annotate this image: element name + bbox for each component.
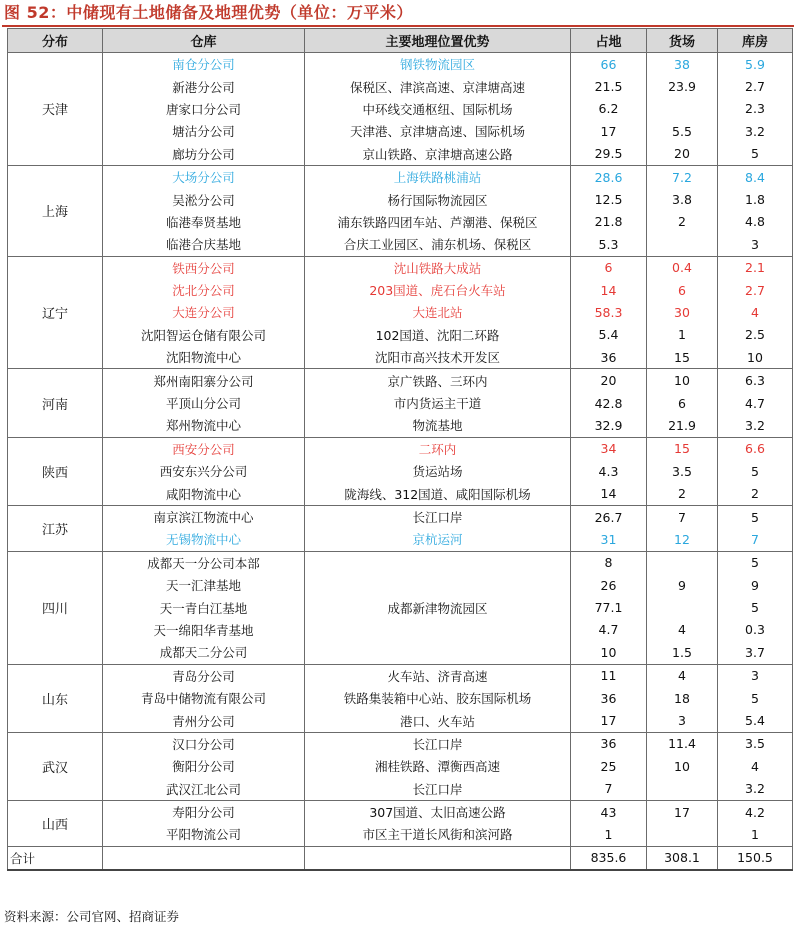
table-row bbox=[8, 687, 793, 709]
table-row bbox=[8, 392, 793, 414]
yard-cell: 3.8 bbox=[647, 188, 718, 210]
table-row bbox=[8, 482, 793, 505]
warehouse-cell: 青岛中储物流有限公司 bbox=[103, 687, 305, 709]
land-cell: 14 bbox=[571, 482, 647, 505]
yard-cell: 9 bbox=[647, 574, 718, 596]
source-note: 资料来源：公司官网、招商证券 bbox=[4, 909, 180, 924]
warehouse-cell: 沈阳物流中心 bbox=[103, 346, 305, 369]
warehouse-cell: 青州分公司 bbox=[103, 709, 305, 732]
yard-cell: 3.5 bbox=[647, 460, 718, 482]
region-cell: 四川 bbox=[8, 551, 103, 664]
yard-cell: 30 bbox=[647, 301, 718, 323]
table-row bbox=[8, 460, 793, 482]
table-row bbox=[8, 551, 793, 574]
storage-cell: 5.9 bbox=[718, 53, 793, 76]
storage-cell: 2.1 bbox=[718, 256, 793, 279]
yard-cell: 1 bbox=[647, 324, 718, 346]
header-location: 主要地理位置优势 bbox=[305, 29, 571, 53]
location-cell: 浦东铁路四团车站、芦潮港、保税区 bbox=[305, 211, 571, 233]
location-cell: 307国道、太旧高速公路 bbox=[305, 800, 571, 823]
table-row bbox=[8, 120, 793, 142]
land-cell: 5.4 bbox=[571, 324, 647, 346]
total-row bbox=[8, 846, 793, 870]
location-cell: 长江口岸 bbox=[305, 732, 571, 755]
location-cell: 港口、火车站 bbox=[305, 709, 571, 732]
yard-cell bbox=[647, 823, 718, 846]
yard-cell: 0.4 bbox=[647, 256, 718, 279]
storage-cell: 2.3 bbox=[718, 98, 793, 120]
land-cell: 26.7 bbox=[571, 505, 647, 528]
land-cell: 12.5 bbox=[571, 188, 647, 210]
location-cell: 市内货运主干道 bbox=[305, 392, 571, 414]
storage-cell: 0.3 bbox=[718, 619, 793, 641]
storage-cell: 7 bbox=[718, 528, 793, 551]
warehouse-cell: 廊坊分公司 bbox=[103, 143, 305, 166]
warehouse-cell: 沈阳智运仓储有限公司 bbox=[103, 324, 305, 346]
location-cell: 铁路集装箱中心站、胶东国际机场 bbox=[305, 687, 571, 709]
yard-cell: 2 bbox=[647, 211, 718, 233]
warehouse-cell: 南仓分公司 bbox=[103, 53, 305, 76]
land-cell: 42.8 bbox=[571, 392, 647, 414]
total-empty-warehouse bbox=[103, 846, 305, 870]
total-empty-location bbox=[305, 846, 571, 870]
storage-cell: 9 bbox=[718, 574, 793, 596]
storage-cell: 5 bbox=[718, 596, 793, 618]
table-row bbox=[8, 528, 793, 551]
land-cell: 36 bbox=[571, 732, 647, 755]
region-cell: 江苏 bbox=[8, 505, 103, 551]
title-underline bbox=[2, 25, 794, 27]
storage-cell: 5 bbox=[718, 460, 793, 482]
yard-cell: 2 bbox=[647, 482, 718, 505]
warehouse-cell: 天一汇津基地 bbox=[103, 574, 305, 596]
land-cell: 36 bbox=[571, 687, 647, 709]
warehouse-cell: 唐家口分公司 bbox=[103, 98, 305, 120]
warehouse-cell: 临港奉贤基地 bbox=[103, 211, 305, 233]
storage-cell: 5 bbox=[718, 551, 793, 574]
warehouse-cell: 衡阳分公司 bbox=[103, 755, 305, 777]
yard-cell: 15 bbox=[647, 346, 718, 369]
storage-cell: 5 bbox=[718, 505, 793, 528]
storage-cell: 3.7 bbox=[718, 641, 793, 664]
region-cell: 天津 bbox=[8, 53, 103, 166]
storage-cell: 4.7 bbox=[718, 392, 793, 414]
header-warehouse: 仓库 bbox=[103, 29, 305, 53]
location-cell: 京广铁路、三环内 bbox=[305, 369, 571, 392]
warehouse-cell: 西安东兴分公司 bbox=[103, 460, 305, 482]
header-land: 占地 bbox=[571, 29, 647, 53]
land-cell: 58.3 bbox=[571, 301, 647, 323]
yard-cell: 7.2 bbox=[647, 165, 718, 188]
warehouse-cell: 沈北分公司 bbox=[103, 279, 305, 301]
storage-cell: 3 bbox=[718, 233, 793, 256]
table-row bbox=[8, 437, 793, 460]
storage-cell: 3.5 bbox=[718, 732, 793, 755]
location-cell: 市区主干道长风街和滨河路 bbox=[305, 823, 571, 846]
header-row bbox=[8, 29, 793, 53]
warehouse-cell: 咸阳物流中心 bbox=[103, 482, 305, 505]
storage-cell: 4.2 bbox=[718, 800, 793, 823]
table-row bbox=[8, 301, 793, 323]
warehouse-cell: 吴淞分公司 bbox=[103, 188, 305, 210]
warehouse-cell: 无锡物流中心 bbox=[103, 528, 305, 551]
location-cell: 合庆工业园区、浦东机场、保税区 bbox=[305, 233, 571, 256]
land-cell: 17 bbox=[571, 120, 647, 142]
region-cell: 山东 bbox=[8, 664, 103, 732]
storage-cell: 2 bbox=[718, 482, 793, 505]
warehouse-cell: 汉口分公司 bbox=[103, 732, 305, 755]
land-cell: 21.8 bbox=[571, 211, 647, 233]
total-land: 835.6 bbox=[571, 846, 647, 870]
storage-cell: 10 bbox=[718, 346, 793, 369]
table-row bbox=[8, 346, 793, 369]
yard-cell: 4 bbox=[647, 619, 718, 641]
table-row bbox=[8, 279, 793, 301]
warehouse-cell: 武汉江北公司 bbox=[103, 778, 305, 801]
location-cell: 中环线交通枢纽、国际机场 bbox=[305, 98, 571, 120]
location-cell: 沈山铁路大成站 bbox=[305, 256, 571, 279]
storage-cell: 3 bbox=[718, 664, 793, 687]
land-cell: 29.5 bbox=[571, 143, 647, 166]
storage-cell: 2.7 bbox=[718, 279, 793, 301]
table-row bbox=[8, 324, 793, 346]
table-row bbox=[8, 256, 793, 279]
yard-cell: 5.5 bbox=[647, 120, 718, 142]
warehouse-cell: 铁西分公司 bbox=[103, 256, 305, 279]
figure-title: 图 52：中储现有土地储备及地理优势（单位：万平米） bbox=[4, 3, 413, 22]
table-row bbox=[8, 369, 793, 392]
location-cell: 钢铁物流园区 bbox=[305, 53, 571, 76]
yard-cell: 1.5 bbox=[647, 641, 718, 664]
land-cell: 17 bbox=[571, 709, 647, 732]
region-cell: 陕西 bbox=[8, 437, 103, 505]
land-cell: 1 bbox=[571, 823, 647, 846]
yard-cell bbox=[647, 596, 718, 618]
storage-cell: 2.5 bbox=[718, 324, 793, 346]
table-row bbox=[8, 823, 793, 846]
warehouse-cell: 塘沽分公司 bbox=[103, 120, 305, 142]
warehouse-cell: 西安分公司 bbox=[103, 437, 305, 460]
yard-cell bbox=[647, 778, 718, 801]
warehouse-cell: 天一绵阳华青基地 bbox=[103, 619, 305, 641]
warehouse-cell: 成都天二分公司 bbox=[103, 641, 305, 664]
yard-cell bbox=[647, 98, 718, 120]
land-cell: 4.3 bbox=[571, 460, 647, 482]
location-cell: 货运站场 bbox=[305, 460, 571, 482]
warehouse-cell: 新港分公司 bbox=[103, 75, 305, 97]
location-cell: 长江口岸 bbox=[305, 778, 571, 801]
table-row bbox=[8, 143, 793, 166]
yard-cell bbox=[647, 233, 718, 256]
location-cell: 长江口岸 bbox=[305, 505, 571, 528]
land-cell: 10 bbox=[571, 641, 647, 664]
yard-cell: 20 bbox=[647, 143, 718, 166]
table-row bbox=[8, 75, 793, 97]
land-cell: 5.3 bbox=[571, 233, 647, 256]
location-cell: 保税区、津滨高速、京津塘高速 bbox=[305, 75, 571, 97]
land-cell: 66 bbox=[571, 53, 647, 76]
location-cell: 天津港、京津塘高速、国际机场 bbox=[305, 120, 571, 142]
location-cell: 陇海线、312国道、咸阳国际机场 bbox=[305, 482, 571, 505]
location-cell: 京杭运河 bbox=[305, 528, 571, 551]
land-cell: 31 bbox=[571, 528, 647, 551]
location-cell: 上海铁路桃浦站 bbox=[305, 165, 571, 188]
location-cell: 二环内 bbox=[305, 437, 571, 460]
land-cell: 25 bbox=[571, 755, 647, 777]
total-label: 合计 bbox=[8, 846, 103, 870]
header-region: 分布 bbox=[8, 29, 103, 53]
yard-cell: 15 bbox=[647, 437, 718, 460]
storage-cell: 3.2 bbox=[718, 414, 793, 437]
land-cell: 32.9 bbox=[571, 414, 647, 437]
land-cell: 43 bbox=[571, 800, 647, 823]
yard-cell: 6 bbox=[647, 279, 718, 301]
storage-cell: 3.2 bbox=[718, 120, 793, 142]
land-cell: 7 bbox=[571, 778, 647, 801]
warehouse-cell: 郑州南阳寨分公司 bbox=[103, 369, 305, 392]
yard-cell: 10 bbox=[647, 369, 718, 392]
storage-cell: 2.7 bbox=[718, 75, 793, 97]
land-cell: 34 bbox=[571, 437, 647, 460]
land-cell: 6.2 bbox=[571, 98, 647, 120]
location-cell: 102国道、沈阳二环路 bbox=[305, 324, 571, 346]
warehouse-cell: 天一青白江基地 bbox=[103, 596, 305, 618]
total-storage: 150.5 bbox=[718, 846, 793, 870]
land-reserve-table bbox=[7, 28, 793, 871]
table-row bbox=[8, 709, 793, 732]
header-storage: 库房 bbox=[718, 29, 793, 53]
land-cell: 20 bbox=[571, 369, 647, 392]
table-header bbox=[8, 29, 793, 53]
table-row bbox=[8, 732, 793, 755]
table-row bbox=[8, 53, 793, 76]
warehouse-cell: 临港合庆基地 bbox=[103, 233, 305, 256]
region-cell: 武汉 bbox=[8, 732, 103, 800]
table-row bbox=[8, 800, 793, 823]
location-cell: 京山铁路、京津塘高速公路 bbox=[305, 143, 571, 166]
land-cell: 21.5 bbox=[571, 75, 647, 97]
warehouse-cell: 平顶山分公司 bbox=[103, 392, 305, 414]
total-yard: 308.1 bbox=[647, 846, 718, 870]
warehouse-cell: 寿阳分公司 bbox=[103, 800, 305, 823]
storage-cell: 1 bbox=[718, 823, 793, 846]
table-body bbox=[8, 53, 793, 871]
yard-cell: 11.4 bbox=[647, 732, 718, 755]
location-cell: 大连北站 bbox=[305, 301, 571, 323]
warehouse-cell: 大场分公司 bbox=[103, 165, 305, 188]
location-cell: 沈阳市高兴技术开发区 bbox=[305, 346, 571, 369]
location-cell: 203国道、虎石台火车站 bbox=[305, 279, 571, 301]
storage-cell: 4.8 bbox=[718, 211, 793, 233]
storage-cell: 8.4 bbox=[718, 165, 793, 188]
storage-cell: 3.2 bbox=[718, 778, 793, 801]
storage-cell: 6.3 bbox=[718, 369, 793, 392]
table-row bbox=[8, 188, 793, 210]
warehouse-cell: 南京滨江物流中心 bbox=[103, 505, 305, 528]
yard-cell: 17 bbox=[647, 800, 718, 823]
warehouse-cell: 郑州物流中心 bbox=[103, 414, 305, 437]
land-cell: 8 bbox=[571, 551, 647, 574]
storage-cell: 5 bbox=[718, 687, 793, 709]
land-cell: 6 bbox=[571, 256, 647, 279]
table-row bbox=[8, 755, 793, 777]
warehouse-cell: 平阳物流公司 bbox=[103, 823, 305, 846]
location-cell: 湘桂铁路、潭衡西高速 bbox=[305, 755, 571, 777]
table-row bbox=[8, 414, 793, 437]
table-row bbox=[8, 165, 793, 188]
storage-cell: 4 bbox=[718, 755, 793, 777]
region-cell: 辽宁 bbox=[8, 256, 103, 369]
land-cell: 14 bbox=[571, 279, 647, 301]
land-cell: 77.1 bbox=[571, 596, 647, 618]
yard-cell: 6 bbox=[647, 392, 718, 414]
yard-cell: 38 bbox=[647, 53, 718, 76]
land-cell: 26 bbox=[571, 574, 647, 596]
yard-cell bbox=[647, 551, 718, 574]
yard-cell: 12 bbox=[647, 528, 718, 551]
header-yard: 货场 bbox=[647, 29, 718, 53]
storage-cell: 5.4 bbox=[718, 709, 793, 732]
land-cell: 11 bbox=[571, 664, 647, 687]
yard-cell: 21.9 bbox=[647, 414, 718, 437]
region-cell: 上海 bbox=[8, 165, 103, 256]
warehouse-cell: 大连分公司 bbox=[103, 301, 305, 323]
storage-cell: 6.6 bbox=[718, 437, 793, 460]
table-row bbox=[8, 778, 793, 801]
location-cell: 火车站、济青高速 bbox=[305, 664, 571, 687]
table-row bbox=[8, 211, 793, 233]
warehouse-cell: 成都天一分公司本部 bbox=[103, 551, 305, 574]
warehouse-cell: 青岛分公司 bbox=[103, 664, 305, 687]
yard-cell: 10 bbox=[647, 755, 718, 777]
storage-cell: 1.8 bbox=[718, 188, 793, 210]
region-cell: 山西 bbox=[8, 800, 103, 846]
land-cell: 28.6 bbox=[571, 165, 647, 188]
yard-cell: 18 bbox=[647, 687, 718, 709]
location-cell: 成都新津物流园区 bbox=[305, 551, 571, 664]
yard-cell: 4 bbox=[647, 664, 718, 687]
storage-cell: 5 bbox=[718, 143, 793, 166]
yard-cell: 7 bbox=[647, 505, 718, 528]
table-row bbox=[8, 233, 793, 256]
location-cell: 物流基地 bbox=[305, 414, 571, 437]
table-row bbox=[8, 664, 793, 687]
storage-cell: 4 bbox=[718, 301, 793, 323]
table-row bbox=[8, 98, 793, 120]
land-cell: 36 bbox=[571, 346, 647, 369]
yard-cell: 23.9 bbox=[647, 75, 718, 97]
region-cell: 河南 bbox=[8, 369, 103, 437]
land-cell: 4.7 bbox=[571, 619, 647, 641]
yard-cell: 3 bbox=[647, 709, 718, 732]
location-cell: 杨行国际物流园区 bbox=[305, 188, 571, 210]
table-row bbox=[8, 505, 793, 528]
